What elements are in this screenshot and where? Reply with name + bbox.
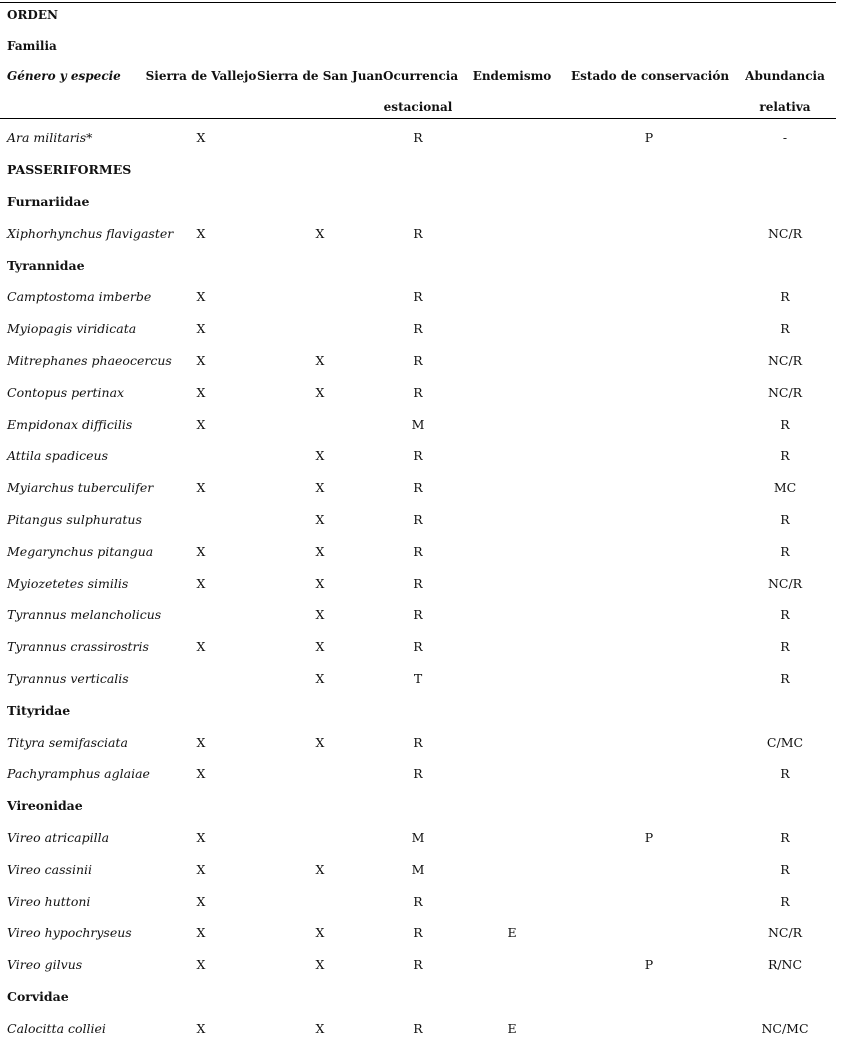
species-name: Xiphorhynchus flavigaster — [7, 225, 174, 241]
cell-sierra-vallejo: X — [196, 639, 206, 655]
cell-conservacion — [571, 217, 727, 249]
cell-endemismo — [453, 949, 571, 981]
cell-abundancia: NC/R — [767, 925, 803, 941]
cell-sierra-vallejo: X — [196, 1020, 206, 1036]
family-row — [0, 249, 843, 281]
cell-ocurrencia: R — [413, 448, 423, 464]
cell-sierra-san-juan: X — [315, 352, 325, 368]
species-name: Empidonax difficilis — [7, 416, 133, 432]
cell-sierra-san-juan: X — [315, 384, 325, 400]
species-name: Pachyramphus aglaiae — [7, 766, 150, 782]
family-row — [0, 790, 843, 822]
cell-endemismo — [453, 758, 571, 790]
table-header — [0, 0, 843, 122]
cell-sierra-vallejo: X — [196, 957, 206, 973]
cell-sierra-vallejo: X — [196, 130, 206, 146]
cell-endemismo — [453, 376, 571, 408]
cell-abundancia: R — [780, 321, 790, 337]
species-name: Ara militaris* — [7, 130, 93, 146]
cell-sierra-san-juan — [257, 758, 383, 790]
table-row — [0, 885, 843, 917]
family-name: Tyrannidae — [7, 257, 85, 273]
table-row — [0, 408, 843, 440]
cell-abundancia: R — [780, 289, 790, 305]
cell-conservacion — [571, 631, 727, 663]
cell-sierra-san-juan: X — [315, 607, 325, 623]
cell-sierra-san-juan: X — [315, 480, 325, 496]
cell-abundancia: NC/R — [767, 352, 803, 368]
cell-conservacion — [571, 376, 727, 408]
header-row-columns — [0, 61, 843, 92]
table-row — [0, 535, 843, 567]
cell-conservacion — [571, 663, 727, 695]
cell-conservacion — [571, 917, 727, 949]
table-row — [0, 758, 843, 790]
cell-sierra-san-juan — [257, 408, 383, 440]
cell-ocurrencia: R — [413, 543, 423, 559]
cell-sierra-san-juan: X — [315, 861, 325, 877]
cell-endemismo — [453, 408, 571, 440]
species-name: Tyrannus crassirostris — [7, 639, 149, 655]
cell-endemismo — [453, 345, 571, 377]
cell-sierra-vallejo: X — [196, 352, 206, 368]
cell-conservacion — [571, 853, 727, 885]
table-row — [0, 599, 843, 631]
cell-conservacion — [571, 504, 727, 536]
table-row — [0, 122, 843, 154]
cell-conservacion — [571, 281, 727, 313]
species-name: Pitangus sulphuratus — [7, 511, 142, 527]
cell-abundancia: R — [780, 639, 790, 655]
cell-sierra-vallejo: X — [196, 289, 206, 305]
cell-endemismo — [453, 822, 571, 854]
cell-ocurrencia: R — [413, 321, 423, 337]
cell-sierra-san-juan — [257, 313, 383, 345]
cell-sierra-san-juan: X — [315, 511, 325, 527]
species-name: Tityra semifasciata — [7, 734, 128, 750]
cell-ocurrencia: M — [411, 416, 425, 432]
header-sierra-vallejo: Sierra de Vallejo — [145, 69, 257, 84]
species-name: Vireo atricapilla — [7, 829, 110, 845]
cell-sierra-san-juan: X — [315, 1020, 325, 1036]
cell-conservacion: P — [644, 957, 654, 973]
table-row — [0, 504, 843, 536]
cell-abundancia: C/MC — [766, 734, 804, 750]
cell-sierra-vallejo — [145, 663, 257, 695]
cell-conservacion — [571, 345, 727, 377]
species-name: Camptostoma imberbe — [7, 289, 152, 305]
cell-sierra-san-juan: X — [315, 225, 325, 241]
cell-ocurrencia: R — [413, 766, 423, 782]
cell-conservacion: P — [644, 130, 654, 146]
family-name: Corvidae — [7, 988, 69, 1004]
table-row — [0, 726, 843, 758]
table-body — [0, 122, 843, 1044]
cell-ocurrencia: R — [413, 575, 423, 591]
cell-abundancia: R — [780, 543, 790, 559]
cell-conservacion — [571, 885, 727, 917]
cell-endemismo: E — [507, 1020, 517, 1036]
cell-sierra-san-juan — [257, 122, 383, 154]
cell-abundancia: NC/R — [767, 225, 803, 241]
family-name: Vireonidae — [7, 798, 83, 814]
header-endemismo: Endemismo — [472, 69, 552, 84]
species-name: Megarynchus pitangua — [7, 543, 154, 559]
cell-sierra-san-juan — [257, 885, 383, 917]
cell-ocurrencia: R — [413, 639, 423, 655]
table-top-rule — [0, 2, 836, 3]
cell-ocurrencia: R — [413, 130, 423, 146]
table-row — [0, 1012, 843, 1044]
cell-sierra-san-juan: X — [315, 925, 325, 941]
cell-ocurrencia: M — [411, 861, 425, 877]
cell-endemismo — [453, 885, 571, 917]
cell-conservacion — [571, 535, 727, 567]
cell-endemismo — [453, 663, 571, 695]
cell-sierra-san-juan: X — [315, 670, 325, 686]
cell-conservacion — [571, 313, 727, 345]
order-row — [0, 154, 843, 186]
cell-ocurrencia: R — [413, 925, 423, 941]
cell-ocurrencia: R — [413, 1020, 423, 1036]
species-name: Vireo huttoni — [7, 893, 91, 909]
cell-ocurrencia: R — [413, 225, 423, 241]
cell-sierra-vallejo: X — [196, 384, 206, 400]
species-name: Mitrephanes phaeocercus — [7, 352, 172, 368]
header-relativa: relativa — [759, 99, 811, 114]
species-name: Myiarchus tuberculifer — [7, 480, 154, 496]
table-row — [0, 376, 843, 408]
cell-abundancia: R — [780, 829, 790, 845]
species-name: Tyrannus verticalis — [7, 670, 129, 686]
cell-ocurrencia: M — [411, 829, 425, 845]
table-row — [0, 949, 843, 981]
cell-ocurrencia: T — [413, 670, 423, 686]
order-name: PASSERIFORMES — [7, 162, 132, 178]
header-abundancia: Abundancia — [745, 69, 825, 84]
family-row — [0, 186, 843, 218]
cell-sierra-san-juan: X — [315, 575, 325, 591]
cell-abundancia: R — [780, 511, 790, 527]
cell-endemismo — [453, 217, 571, 249]
family-row — [0, 981, 843, 1013]
species-name: Contopus pertinax — [7, 384, 125, 400]
species-name: Vireo gilvus — [7, 957, 83, 973]
table-row — [0, 345, 843, 377]
cell-abundancia: R — [780, 448, 790, 464]
cell-conservacion — [571, 726, 727, 758]
cell-abundancia: - — [782, 130, 788, 146]
table-row — [0, 313, 843, 345]
cell-sierra-vallejo: X — [196, 416, 206, 432]
cell-abundancia: NC/MC — [761, 1020, 809, 1036]
cell-sierra-san-juan: X — [315, 957, 325, 973]
table-row — [0, 440, 843, 472]
table-row — [0, 567, 843, 599]
cell-endemismo — [453, 535, 571, 567]
species-name: Myiozetetes similis — [7, 575, 129, 591]
cell-abundancia: R — [780, 861, 790, 877]
cell-abundancia: NC/R — [767, 575, 803, 591]
cell-abundancia: R — [780, 766, 790, 782]
cell-abundancia: R — [780, 607, 790, 623]
cell-endemismo — [453, 726, 571, 758]
cell-conservacion — [571, 472, 727, 504]
table-row — [0, 853, 843, 885]
cell-ocurrencia: R — [413, 289, 423, 305]
cell-sierra-san-juan: X — [315, 734, 325, 750]
cell-sierra-vallejo: X — [196, 543, 206, 559]
cell-ocurrencia: R — [413, 734, 423, 750]
cell-conservacion — [571, 440, 727, 472]
cell-conservacion — [571, 408, 727, 440]
cell-sierra-san-juan: X — [315, 639, 325, 655]
table-header-rule — [0, 118, 836, 119]
cell-conservacion — [571, 1012, 727, 1044]
species-name: Attila spadiceus — [7, 448, 109, 464]
cell-abundancia: MC — [773, 480, 797, 496]
cell-endemismo — [453, 281, 571, 313]
header-genero-especie: Género y especie — [7, 69, 121, 84]
species-name: Myiopagis viridicata — [7, 321, 137, 337]
cell-sierra-vallejo: X — [196, 861, 206, 877]
header-estacional: estacional — [383, 99, 453, 114]
cell-sierra-vallejo: X — [196, 575, 206, 591]
cell-endemismo — [453, 567, 571, 599]
cell-abundancia: NC/R — [767, 384, 803, 400]
family-name: Tityridae — [7, 702, 71, 718]
table-row — [0, 663, 843, 695]
species-name: Calocitta colliei — [7, 1020, 106, 1036]
cell-sierra-vallejo — [145, 599, 257, 631]
header-estado-conservacion: Estado de conservación — [571, 69, 730, 84]
cell-endemismo — [453, 599, 571, 631]
cell-abundancia: R — [780, 893, 790, 909]
header-orden: ORDEN — [7, 8, 58, 23]
cell-sierra-vallejo: X — [196, 893, 206, 909]
species-name: Tyrannus melancholicus — [7, 607, 162, 623]
cell-ocurrencia: R — [413, 893, 423, 909]
cell-sierra-vallejo — [145, 504, 257, 536]
header-row-familia — [0, 31, 843, 62]
header-ocurrencia: Ocurrencia — [383, 69, 459, 84]
cell-endemismo — [453, 472, 571, 504]
cell-abundancia: R — [780, 416, 790, 432]
cell-ocurrencia: R — [413, 384, 423, 400]
header-sierra-san-juan: Sierra de San Juan — [257, 69, 383, 84]
cell-endemismo — [453, 631, 571, 663]
table-row — [0, 631, 843, 663]
cell-sierra-vallejo: X — [196, 829, 206, 845]
table-row — [0, 822, 843, 854]
cell-conservacion: P — [644, 829, 654, 845]
cell-sierra-vallejo: X — [196, 766, 206, 782]
cell-sierra-vallejo: X — [196, 321, 206, 337]
cell-ocurrencia: R — [413, 480, 423, 496]
cell-ocurrencia: R — [413, 607, 423, 623]
cell-conservacion — [571, 758, 727, 790]
header-familia: Familia — [7, 38, 57, 53]
table-row — [0, 472, 843, 504]
family-row — [0, 694, 843, 726]
cell-abundancia: R — [780, 670, 790, 686]
cell-endemismo — [453, 853, 571, 885]
cell-endemismo: E — [507, 925, 517, 941]
cell-ocurrencia: R — [413, 957, 423, 973]
cell-sierra-san-juan — [257, 281, 383, 313]
cell-abundancia: R/NC — [767, 957, 803, 973]
header-row-orden — [0, 0, 843, 31]
table-row — [0, 917, 843, 949]
cell-sierra-vallejo: X — [196, 734, 206, 750]
species-name: Vireo hypochryseus — [7, 925, 132, 941]
table-row — [0, 217, 843, 249]
cell-sierra-san-juan: X — [315, 543, 325, 559]
cell-conservacion — [571, 567, 727, 599]
cell-endemismo — [453, 122, 571, 154]
cell-endemismo — [453, 504, 571, 536]
cell-sierra-vallejo — [145, 440, 257, 472]
table-row — [0, 281, 843, 313]
family-name: Furnariidae — [7, 193, 90, 209]
cell-sierra-vallejo: X — [196, 480, 206, 496]
cell-ocurrencia: R — [413, 511, 423, 527]
species-name: Vireo cassinii — [7, 861, 93, 877]
cell-ocurrencia: R — [413, 352, 423, 368]
cell-conservacion — [571, 599, 727, 631]
cell-sierra-vallejo: X — [196, 225, 206, 241]
cell-endemismo — [453, 440, 571, 472]
cell-sierra-san-juan: X — [315, 448, 325, 464]
cell-sierra-san-juan — [257, 822, 383, 854]
cell-sierra-vallejo: X — [196, 925, 206, 941]
cell-endemismo — [453, 313, 571, 345]
